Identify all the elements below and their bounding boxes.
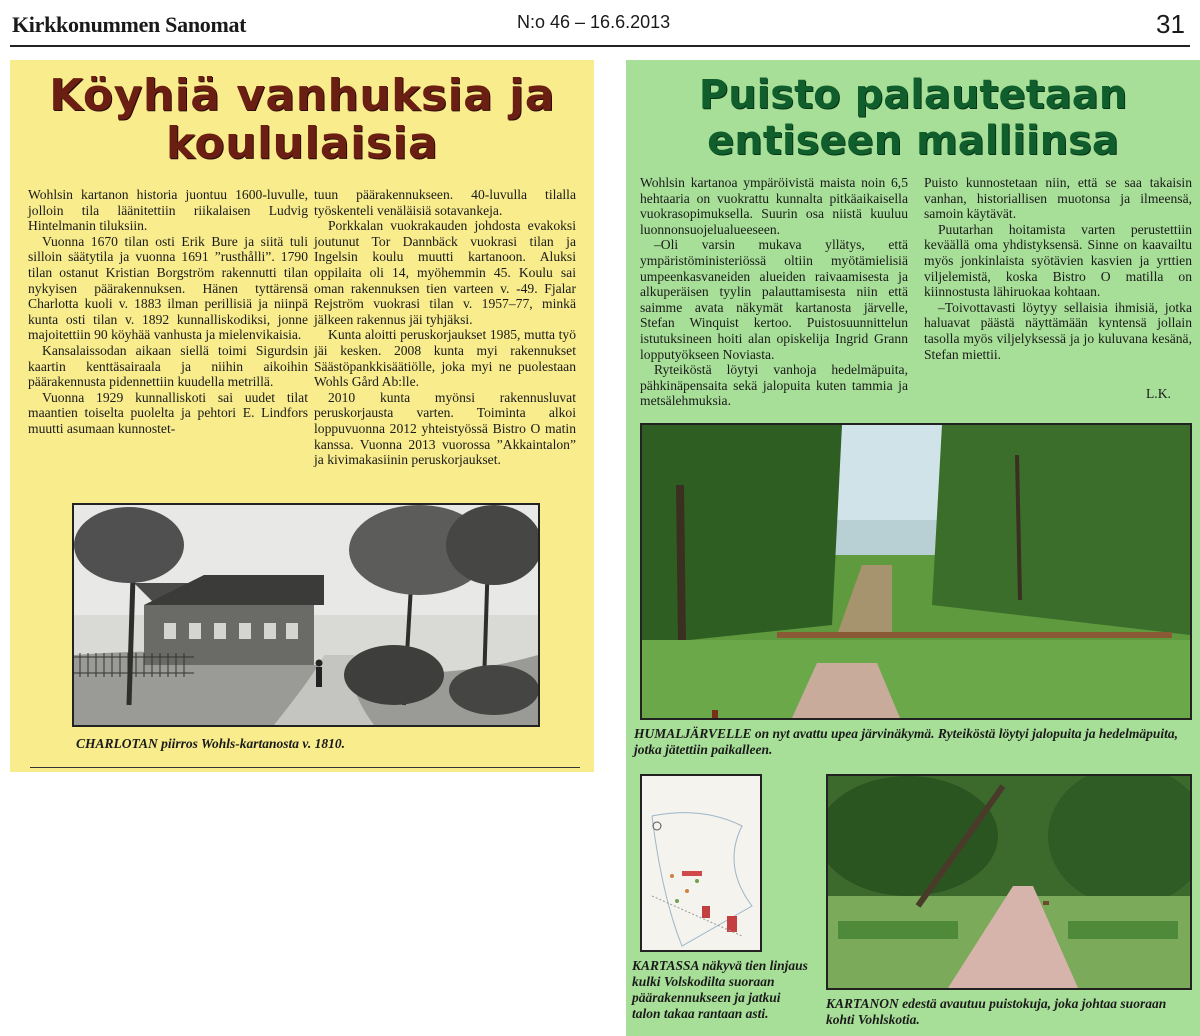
- map-image: [640, 774, 762, 952]
- left-article-column-2: [314, 187, 576, 468]
- map-caption: KARTASSA näkyvä tien linjaus kulki Volskodilta suoraan päärakennukseen ja jatkui talon takaa rantaan asti.: [632, 958, 808, 1021]
- left-article-column-1: [28, 187, 308, 437]
- paragraph: Vuonna 1670 tilan osti Erik Bure ja siitä tuli silloin säätytila ja vuonna 1691 ”rusthålli”. 1790 tilan ostanut Kristian Borgström rakennutti tilan nykyisen päärakennuksen. Hänen tyttärensä Charlotta kuoli v. 1883 ilman perillisiä ja niinpä kunta osti tilan v. 1892 kunnalliskodiksi, jonne majoitettiin 90 köyhää vanhusta ja mielenvikaisia.: [28, 233, 308, 343]
- right-title-line-1: Puisto palautetaan: [698, 72, 1128, 118]
- paragraph: Wohlsin kartanoa ympäröivistä maista noin 6,5 hehtaaria on vuokrattu kunnalta pitkäaikaisella vuokrasopimuksella. Suurin osa niistä kuuluu luonnonsuojelualueeseen.: [640, 175, 908, 237]
- right-title-line-2: entiseen malliinsa: [707, 118, 1119, 164]
- right-article-column-2: [924, 175, 1192, 362]
- newspaper-name: Kirkkonummen Sanomat: [12, 12, 247, 37]
- paragraph: Vuonna 1929 kunnalliskoti sai uudet tilat maantien toiselta puolelta ja pehtori E. Lindfors muutti asumaan kunnostet-: [28, 389, 308, 436]
- masthead-rule: [10, 45, 1190, 47]
- park-photo-caption: KARTANON edestä avautuu puistokuja, joka johtaa suoraan kohti Vohlskotia.: [826, 996, 1167, 1027]
- paragraph: Ryteiköstä löytyi vanhoja hedelmäpuita, pähkinäpensaita sekä jalopuita kuten tammia ja metsälehmuksia.: [640, 362, 908, 409]
- left-article-title: [10, 72, 594, 168]
- left-title-line-1: Köyhiä vanhuksia ja: [49, 70, 555, 121]
- paragraph: Porkkalan vuokrakauden johdosta evakoksi joutunut Tor Dannbäck vuokrasi tilan ja Ingelsin koulu muutti kartanoon. Aluksi oppilaita oli 14, myöhemmin 45. Koulu sai oman rakennuksen tien varteen v. -49. Fjalar Rejström vuokrasi tilan v. 1957–77, minkä jälkeen rakennus jäi tyhjäksi.: [314, 218, 576, 327]
- paragraph: –Oli varsin mukava yllätys, että ympäristöministeriössä oltiin myötämielisiä umpeenkasvaneiden alueiden raivaamisesta ja alkuperäisen tyylin palauttamisesta niin että saimme avata näkymät kartanosta järvelle, Stefan Winquist kertoo. Puistosuunnittelun istutuksineen hoiti alan opiskelija Ingrid Grann lopputyökseen Noviasta.: [640, 237, 908, 362]
- author-signature: L.K.: [1146, 386, 1171, 401]
- paragraph: 2010 kunta myönsi rakennusluvat peruskorjausta varten. Toiminta alkoi loppuvuonna 2012 yhteistyössä Bistro O matin kanssa. Vuonna 2013 vuorossa ”Akkaintalon” ja kivimakasiinin peruskorjaukset.: [314, 389, 576, 468]
- right-article: [626, 60, 1200, 1036]
- left-image-caption: CHARLOTAN piirros Wohls-kartanosta v. 1810.: [76, 736, 346, 751]
- right-article-title: [626, 72, 1200, 164]
- manor-drawing-image: [72, 503, 540, 727]
- lake-view-photo: [640, 423, 1192, 720]
- park-path-photo: [826, 774, 1192, 990]
- page-number: 31: [1156, 9, 1185, 39]
- paragraph: –Toivottavasti löytyy sellaisia ihmisiä, jotka haluavat päästä näyttämään kyntensä jollain tasolla myös viljelyksessä ja jo kuluvana kesänä, Stefan miettii.: [924, 299, 1192, 362]
- left-title-line-2: koululaisia: [165, 118, 439, 169]
- paragraph: Puutarhan hoitamista varten perustettiin keväällä oma yhdistyksensä. Sinne on kaavailtu myös jonkinlaista syötävien kasvien ja yrttien viljelemistä, koska Bistro O matilla on kiinnostusta lähiruokaa kohtaan.: [924, 221, 1192, 300]
- paragraph: Wohlsin kartanon historia juontuu 1600-luvulle, jolloin tila läänitettiin riikalaisen Ludvig Hintelmanin tiluksiin.: [28, 187, 308, 234]
- lake-photo-caption: HUMALJÄRVELLE on nyt avattu upea järvinäkymä. Ryteiköstä löytyi jalopuita ja hedelmäpuita, jotka jätettiin paikalleen.: [634, 726, 1179, 757]
- paragraph: tuun päärakennukseen. 40-luvulla tilalla työskenteli venäläisiä sotavankeja.: [314, 187, 576, 218]
- left-article-bottom-rule: [30, 767, 580, 768]
- masthead: [0, 0, 1200, 50]
- issue-date: N:o 46 – 16.6.2013: [517, 12, 671, 32]
- paragraph: Kansalaissodan aikaan siellä toimi Sigurdsin kaartin kenttäsairaala ja niihin aikoihin päärakennusta pidennettiin kuudella metrillä.: [28, 342, 308, 390]
- paragraph: Kunta aloitti peruskorjaukset 1985, mutta työ jäi kesken. 2008 kunta myi rakennukset Säästöpankkisäätiölle, joka myi ne puolestaan Wohls Gård Ab:lle.: [314, 327, 576, 390]
- paragraph: Puisto kunnostetaan niin, että se saa takaisin vanhan, historiallisen muotonsa ja ilmeensä, samoin käytävät.: [924, 175, 1192, 222]
- left-article: [10, 60, 594, 772]
- right-article-column-1: [640, 175, 908, 409]
